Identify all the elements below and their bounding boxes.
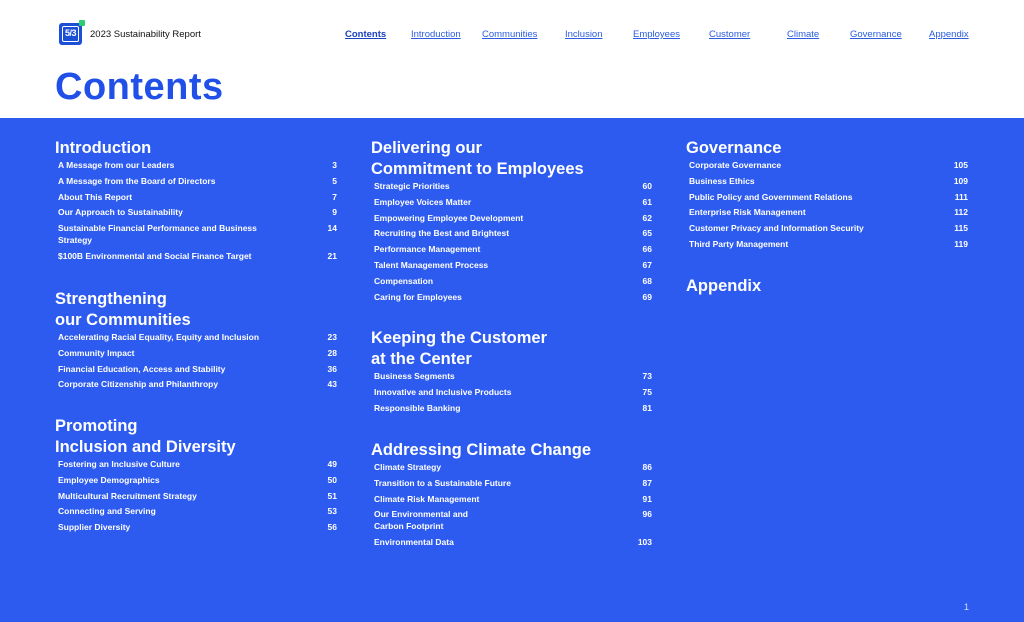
- toc-entry-label: Corporate Citizenship and Philanthropy: [58, 379, 219, 390]
- toc-entry-page: 36: [327, 363, 337, 374]
- toc-entry-page: 50: [327, 474, 337, 485]
- toc-entry-label: Recruiting the Best and Brightest: [374, 228, 510, 239]
- nav-communities[interactable]: Communities: [482, 29, 538, 40]
- toc-entry-label: Customer Privacy and Information Security: [689, 223, 864, 234]
- toc-entry-label: Performance Management: [374, 244, 481, 255]
- toc-entry-label: Public Policy and Government Relations: [689, 191, 853, 202]
- toc-entry-label: Third Party Management: [689, 239, 789, 249]
- toc-entry-label: Our Environmental and Carbon Footprint: [374, 509, 468, 532]
- toc-entry-page: 68: [642, 275, 652, 286]
- toc-entry-label: Sustainable Financial Performance and Business Strategy: [58, 223, 257, 246]
- toc-entry-page: 111: [954, 191, 968, 202]
- section-title-employees[interactable]: Commitment to Employees: [371, 160, 584, 178]
- toc-entry-page: 112: [954, 207, 968, 218]
- toc-entry-page: 109: [953, 175, 968, 186]
- logo-accent: [79, 20, 85, 26]
- toc-entry-label: Business Ethics: [689, 175, 755, 186]
- toc-entry-label: Connecting and Serving: [58, 506, 156, 517]
- toc-entry-page: 73: [642, 371, 652, 381]
- page-title: Contents: [55, 66, 224, 108]
- toc-entry-page: 91: [642, 493, 652, 504]
- toc-entry-label: A Message from the Board of Directors: [58, 175, 216, 186]
- nav-contents[interactable]: Contents: [345, 29, 387, 40]
- toc-entry-label: Employee Voices Matter: [374, 196, 472, 207]
- toc-entry-label: Accelerating Racial Equality, Equity and Inclusion: [58, 332, 260, 342]
- section-title-customer[interactable]: at the Center: [371, 350, 472, 368]
- section-title-governance[interactable]: Governance: [686, 139, 782, 157]
- section-title-inclusion[interactable]: Promoting: [55, 417, 138, 435]
- toc-entry-page: 96: [642, 509, 652, 520]
- toc-entry-page: 119: [954, 239, 968, 249]
- toc-entry-label: $100B Environmental and Social Finance Target: [58, 251, 252, 262]
- toc-entry-label: Our Approach to Sustainability: [58, 207, 183, 218]
- toc-entry-page: 21: [327, 251, 337, 262]
- top-header: [0, 0, 1024, 118]
- page-number: 1: [964, 602, 970, 612]
- toc-entry-page: 61: [642, 196, 652, 207]
- toc-entry-page: 67: [642, 260, 652, 270]
- section-title-communities[interactable]: Strengthening: [55, 290, 167, 308]
- toc-entry-page: 53: [327, 506, 337, 517]
- toc-entry-label: Community Impact: [58, 347, 135, 358]
- toc-entry-page: 9: [332, 207, 337, 218]
- toc-entry-page: 43: [327, 379, 337, 390]
- section-title-communities[interactable]: our Communities: [55, 311, 191, 329]
- toc-entry-label: Talent Management Process: [374, 260, 489, 270]
- toc-entry-page: 7: [332, 191, 337, 202]
- nav-introduction[interactable]: Introduction: [411, 29, 461, 40]
- toc-entry-label: Financial Education, Access and Stability: [58, 363, 226, 374]
- contents-panel: [0, 118, 1024, 622]
- section-title-climate[interactable]: Addressing Climate Change: [371, 441, 592, 459]
- toc-entry-page: 3: [332, 160, 337, 170]
- section-title-customer[interactable]: Keeping the Customer: [371, 329, 548, 347]
- toc-entry-page: 75: [642, 386, 652, 397]
- toc-entry-page: 56: [327, 522, 337, 533]
- section-nav: [0, 29, 1024, 43]
- toc-entry-label: Transition to a Sustainable Future: [374, 477, 511, 488]
- toc-entry-page: 69: [642, 291, 652, 302]
- section-title-appendix[interactable]: Appendix: [686, 277, 762, 295]
- toc-entry-page: 49: [327, 459, 337, 469]
- nav-employees[interactable]: Employees: [633, 29, 680, 40]
- logo-mark: 5/3: [62, 26, 79, 42]
- section-title-employees[interactable]: Delivering our: [371, 139, 482, 157]
- toc-entry-page: 66: [642, 244, 652, 255]
- toc-entry-page: 62: [642, 212, 652, 223]
- toc-entry-label: Enterprise Risk Management: [689, 207, 806, 218]
- nav-inclusion[interactable]: Inclusion: [565, 29, 603, 40]
- toc-entry-label: Innovative and Inclusive Products: [374, 386, 512, 397]
- toc-entry-label: About This Report: [58, 191, 133, 202]
- toc-entry-page: 28: [327, 347, 337, 358]
- toc-entry-label: Employee Demographics: [58, 474, 160, 485]
- toc-entry-label: Climate Risk Management: [374, 493, 480, 504]
- nav-customer[interactable]: Customer: [709, 29, 751, 40]
- toc-entry-page: 60: [642, 181, 652, 191]
- toc-entry-page: 105: [953, 160, 968, 170]
- toc-entry-page: 23: [327, 332, 337, 342]
- toc-entry-page: 115: [954, 223, 968, 234]
- toc-entry-label: Fostering an Inclusive Culture: [58, 459, 180, 469]
- toc-entry-label: Corporate Governance: [689, 160, 782, 170]
- toc-entry-page: 14: [327, 223, 337, 234]
- toc-entry-page: 103: [637, 537, 652, 548]
- nav-appendix[interactable]: Appendix: [929, 29, 969, 40]
- nav-climate[interactable]: Climate: [787, 29, 820, 40]
- toc-entry-label: Empowering Employee Development: [374, 212, 524, 223]
- toc-entry-label: Environmental Data: [374, 537, 454, 548]
- toc-entry-label: A Message from our Leaders: [58, 160, 175, 170]
- toc-entry-label: Multicultural Recruitment Strategy: [58, 490, 197, 501]
- section-title-introduction[interactable]: Introduction: [55, 139, 152, 157]
- toc-entry-page: 81: [642, 402, 652, 413]
- toc-entry-label: Climate Strategy: [374, 462, 442, 472]
- toc-entry-label: Compensation: [374, 275, 434, 286]
- toc-entry-page: 65: [642, 228, 652, 239]
- toc-entry-page: 5: [332, 175, 337, 186]
- report-title: 2023 Sustainability Report: [90, 29, 201, 40]
- nav-governance[interactable]: Governance: [850, 29, 902, 40]
- toc-entry-page: 51: [327, 490, 337, 501]
- toc-entry-page: 86: [642, 462, 652, 472]
- toc-entry-label: Responsible Banking: [374, 402, 461, 413]
- section-title-inclusion[interactable]: Inclusion and Diversity: [55, 438, 236, 456]
- toc-entry-label: Supplier Diversity: [58, 522, 131, 533]
- toc-entry-label: Strategic Priorities: [374, 181, 450, 191]
- toc-entry-label: Caring for Employees: [374, 291, 462, 302]
- toc-entry-label: Business Segments: [374, 371, 455, 381]
- toc-entry-page: 87: [642, 477, 652, 488]
